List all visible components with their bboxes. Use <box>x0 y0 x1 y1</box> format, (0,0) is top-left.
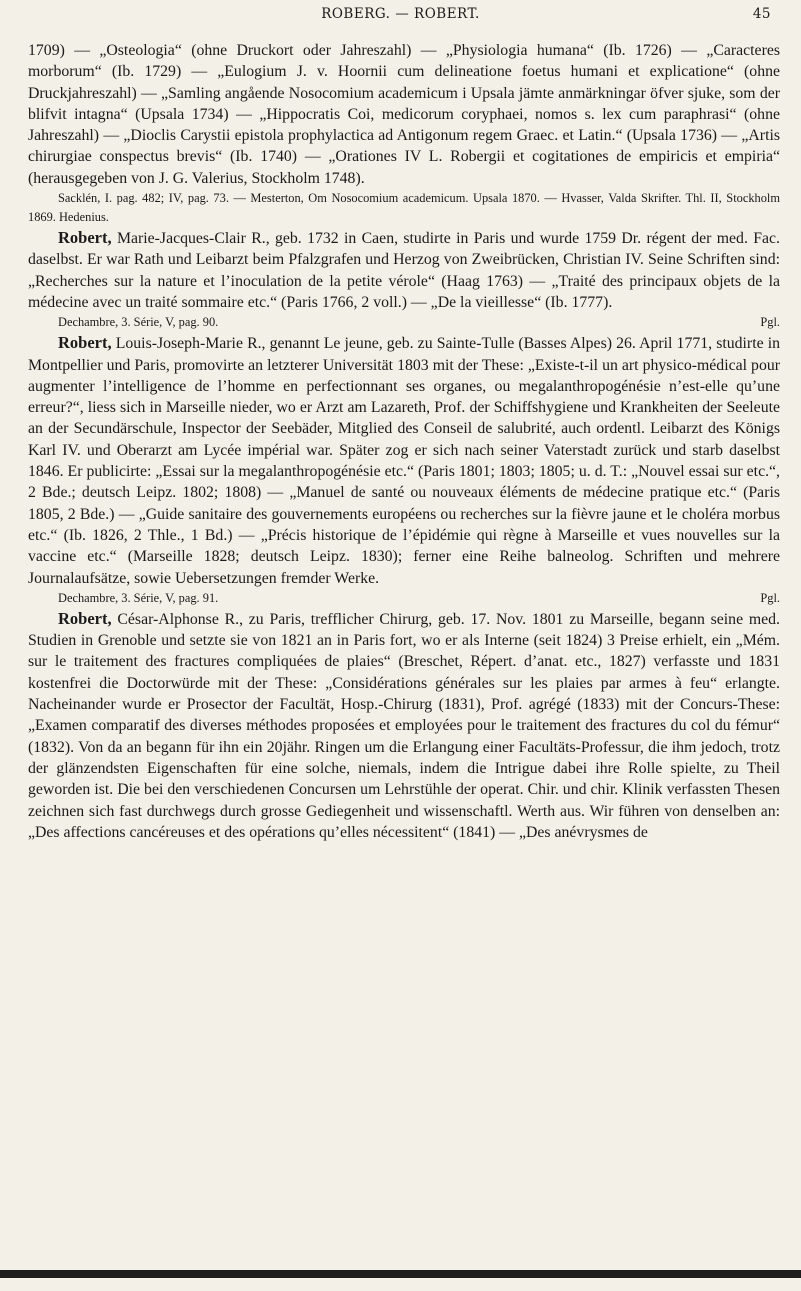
reference-roberg <box>28 189 780 227</box>
reference-text: Dechambre, 3. Série, V, pag. 90. <box>58 315 219 330</box>
author-signature: Pgl. <box>760 315 780 330</box>
entry-robert-louis-joseph-marie <box>28 332 780 589</box>
entry-text: Louis-Joseph-Marie R., genannt Le jeune, geb. zu Sainte-Tulle (Basses Alpes) 26. April 1771, studirte in Montpellier und Paris, promovirte an letzterer Universität 1803 mit der These: „Existe-t-il un art physico-médical pour augmenter l’intelligence de l’homme en perfectionnant ses organes, ou megalanthropogénésie n’est-elle qu’une erreur?“, liess sich in Marseille nieder, wo er Arzt am Lazareth, Prof. der Schiffshygiene und Krankheiten der Seeleute an der Secundärschule, Inspector der Seebäder, Mitglied des Conseil de salubrité, auch ordentl. Leibarzt des Königs Karl IV. und Oberarzt am Lycée impérial war. Später zog er sich nach seiner Vaterstadt zurück und starb daselbst 1846. Er publicirte: „Essai sur la megalanthropogénésie etc.“ (Paris 1801; 1803; 1805; u. d. T.: „Nouvel essai sur etc.“, 2 Bde.; deutsch Leipz. 1802; 1808) — „Manuel de santé ou nouveaux éléments de médecine pratique etc.“ (Paris 1805, 2 Bde.) — „Guide sanitaire des gouvernements européens ou recherches sur la fièvre jaune et le choléra morbus etc.“ (Ib. 1826, 2 Thle., 1 Bd.) — „Précis historique de l’épidémie qui règne à Marseille et vues nouvelles sur la vaccine etc.“ (Marseille 1828; deutsch Leipz. 1830); ferner eine Reihe balneolog. Schriften und mehrere Journalaufsätze, sowie Uebersetzungen fremder Werke. <box>28 335 780 587</box>
entry-headword: Robert, <box>58 228 112 248</box>
entry-headword: Robert, <box>58 608 112 628</box>
entry-text: César-Alphonse R., zu Paris, trefflicher Chirurg, geb. 17. Nov. 1801 zu Marseille, begann seine med. Studien in Grenoble und setzte sie von 1821 an in Paris fort, wo er als Interne (seit 1824) 3 Preise erhielt, ein „Mém. sur le traitement des fractures compliquées de plaies“ (Breschet, Répert. d’anat. etc., 1827) verfasste und 1831 kostenfrei die Doctorwürde mit der These: „Considérations générales sur les plaies par armes à feu“ erlangte. Nacheinander wurde er Prosector der Facultät, Hosp.-Chirurg (1831), Prof. agrégé (1833) mit der Concurs-These: „Examen comparatif des diverses méthodes proposées et employées pour le traitement des fractures du col du fémur“ (1832). Von da an begann für ihn ein 20jähr. Ringen um die Erlangung einer Facultäts-Professur, die ihm jedoch, trotz der glänzendsten Eigenschaften für eine solche, niemals, indem die Intrigue dabei ihre Rolle spielte, zu Theil geworden ist. Die bei den verschiedenen Concursen um Lehrstühle der operat. Chir. und chir. Klinik verfassten Thesen zeichnen sich fast durchwegs durch grosse Gediegenheit und wissenschaftl. Werth aus. Wir führen von denselben an: „Des affections cancéreuses et des opérations qu’elles nécessitent“ (1841) — „Des anévrysmes de <box>28 610 780 841</box>
body-text <box>28 40 780 843</box>
entry-headword: Robert, <box>58 333 112 353</box>
reference-text: Sacklén, I. pag. 482; IV, pag. 73. — Mesterton, Om Nosocomium academicum. Upsala 1870. — Hvasser, Valda Skrifter. Thl. II, Stockholm 1869. Hedenius. <box>28 191 780 225</box>
entry-robert-cesar-alphonse <box>28 608 780 843</box>
entry-robert-marie-jacques-clair <box>28 227 780 313</box>
entry-text: Marie-Jacques-Clair R., geb. 1732 in Caen, studirte in Paris und wurde 1759 Dr. régent der med. Fac. daselbst. Er war Rath und Leibarzt beim Pfalzgrafen und Herzog von Zweibrücken, Christian IV. Seine Schriften sind: „Recherches sur la nature et l’inoculation de la petite vérole“ (Haag 1763) — „Traité des principaux objets de la médecine avec un traité sommaire etc.“ (Paris 1766, 2 voll.) — „De la vieillesse“ (Ib. 1777). <box>28 230 780 311</box>
author-signature: Pgl. <box>760 590 780 605</box>
running-header <box>0 4 801 26</box>
entry-roberg-continuation: 1709) — „Osteologia“ (ohne Druckort oder Jahreszahl) — „Physiologia humana“ (Ib. 1726) — „Caracteres morborum“ (Ib. 1729) — „Eulogium J. v. Hoornii cum delineatione foetus humani et explicatione“ (ohne Druckjahreszahl) — „Samling angående Nosocomium academicum i Upsala jämte anmärkningar öfver sjuke, som der blifvit intagna“ (Upsala 1734) — „Hippocratis Coi, medicorum coryphaei, nomos s. lex cum paraphrasi“ (ohne Jahreszahl) — „Dioclis Carystii epistola prophylactica ad Antigonum regem Graec. et Latin.“ (Upsala 1736) — „Artis chirurgiae conspectus brevis“ (Ib. 1740) — „Orationes IV L. Robergii et cogitationes de empiricis et empiria“ (herausgegeben von J. G. Valerius, Stockholm 1748). <box>28 42 780 187</box>
running-title: ROBERG. — ROBERT. <box>321 6 480 22</box>
reference-robert-2 <box>28 589 780 608</box>
reference-text: Dechambre, 3. Série, V, pag. 91. <box>58 590 219 605</box>
scan-edge-bar <box>0 1270 801 1278</box>
page-number: 45 <box>752 6 771 22</box>
reference-robert-1 <box>28 313 780 332</box>
